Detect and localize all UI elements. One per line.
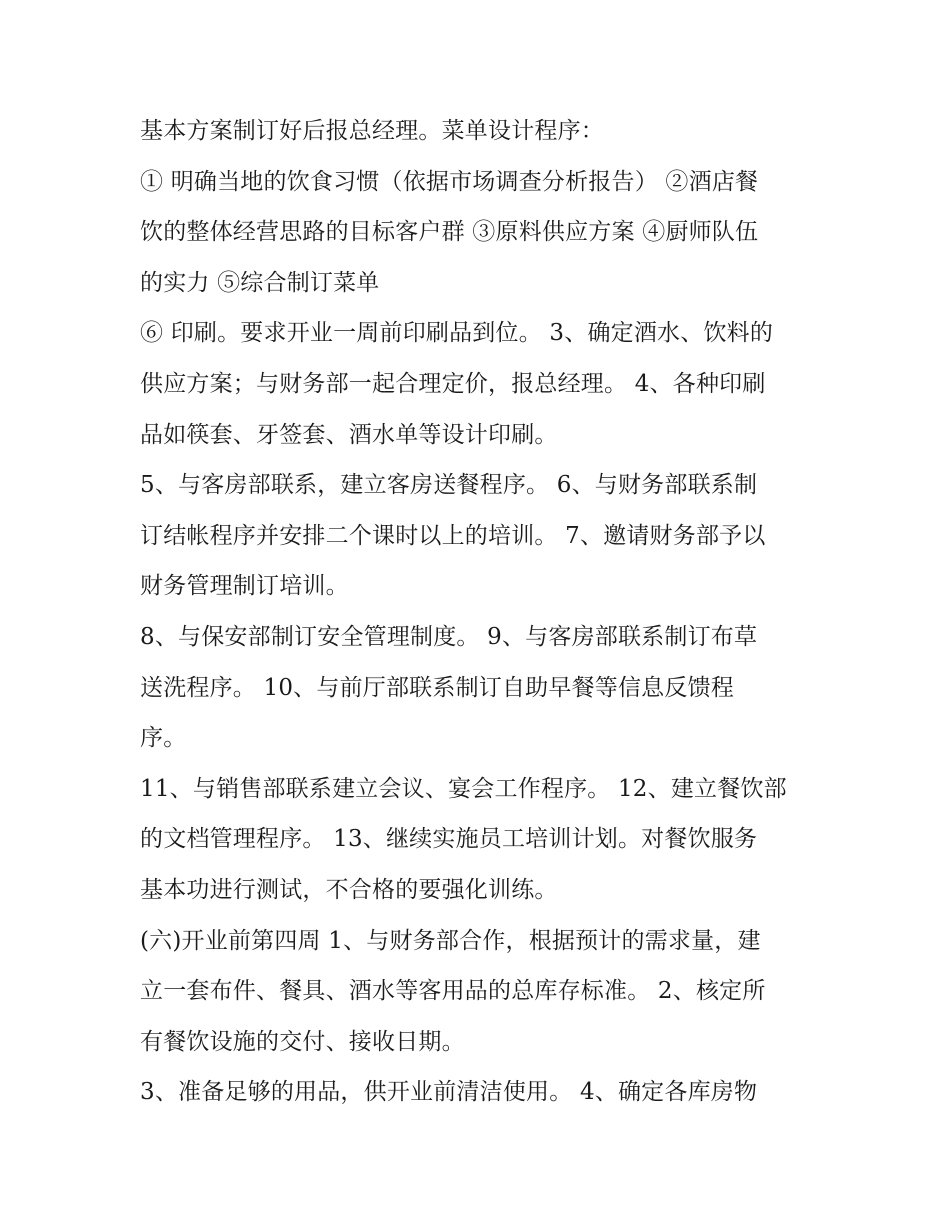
text-line: (六)开业前第四周 1、与财务部合作，根据预计的需求量，建 (140, 927, 761, 954)
text-line: 品如筷套、牙签套、酒水单等设计印刷。 (140, 421, 558, 448)
text-line: 3、准备足够的用品，供开业前清洁使用。 4、确定各库房物 (140, 1079, 758, 1106)
text-line: 有餐饮设施的交付、接收日期。 (140, 1028, 465, 1055)
text-line: 饮的整体经营思路的目标客户群 ③原料供应方案 ④厨师队伍 (140, 219, 759, 246)
text-line: 的实力 ⑤综合制订菜单 (140, 269, 380, 296)
text-line: 5、与客房部联系，建立客房送餐程序。 6、与财务部联系制 (140, 472, 758, 499)
text-line: 8、与保安部制订安全管理制度。 9、与客房部联系制订布草 (140, 623, 758, 650)
text-line: 供应方案；与财务部一起合理定价，报总经理。 4、各种印刷 (140, 370, 766, 397)
text-line: 订结帐程序并安排二个课时以上的培训。 7、邀请财务部予以 (140, 522, 766, 549)
document-body (140, 106, 820, 1118)
text-line: ⑥ 印刷。要求开业一周前印刷品到位。 3、确定酒水、饮料的 (140, 320, 774, 347)
text-line: ① 明确当地的饮食习惯（依据市场调查分析报告） ②酒店餐 (140, 168, 759, 195)
text-line: 序。 (140, 725, 187, 752)
text-line: 立一套布件、餐具、酒水等客用品的总库存标准。 2、核定所 (140, 978, 766, 1005)
text-line: 的文档管理程序。 13、继续实施员工培训计划。对餐饮服务 (140, 826, 758, 853)
text-line: 基本方案制订好后报总经理。菜单设计程序： (140, 118, 604, 144)
text-line: 财务管理制订培训。 (140, 573, 349, 600)
text-line: 基本功进行测试，不合格的要强化训练。 (140, 876, 558, 903)
text-line: 11、与销售部联系建立会议、宴会工作程序。 12、建立餐饮部 (140, 775, 787, 802)
text-line: 送洗程序。 10、与前厅部联系制订自助早餐等信息反馈程 (140, 674, 734, 701)
